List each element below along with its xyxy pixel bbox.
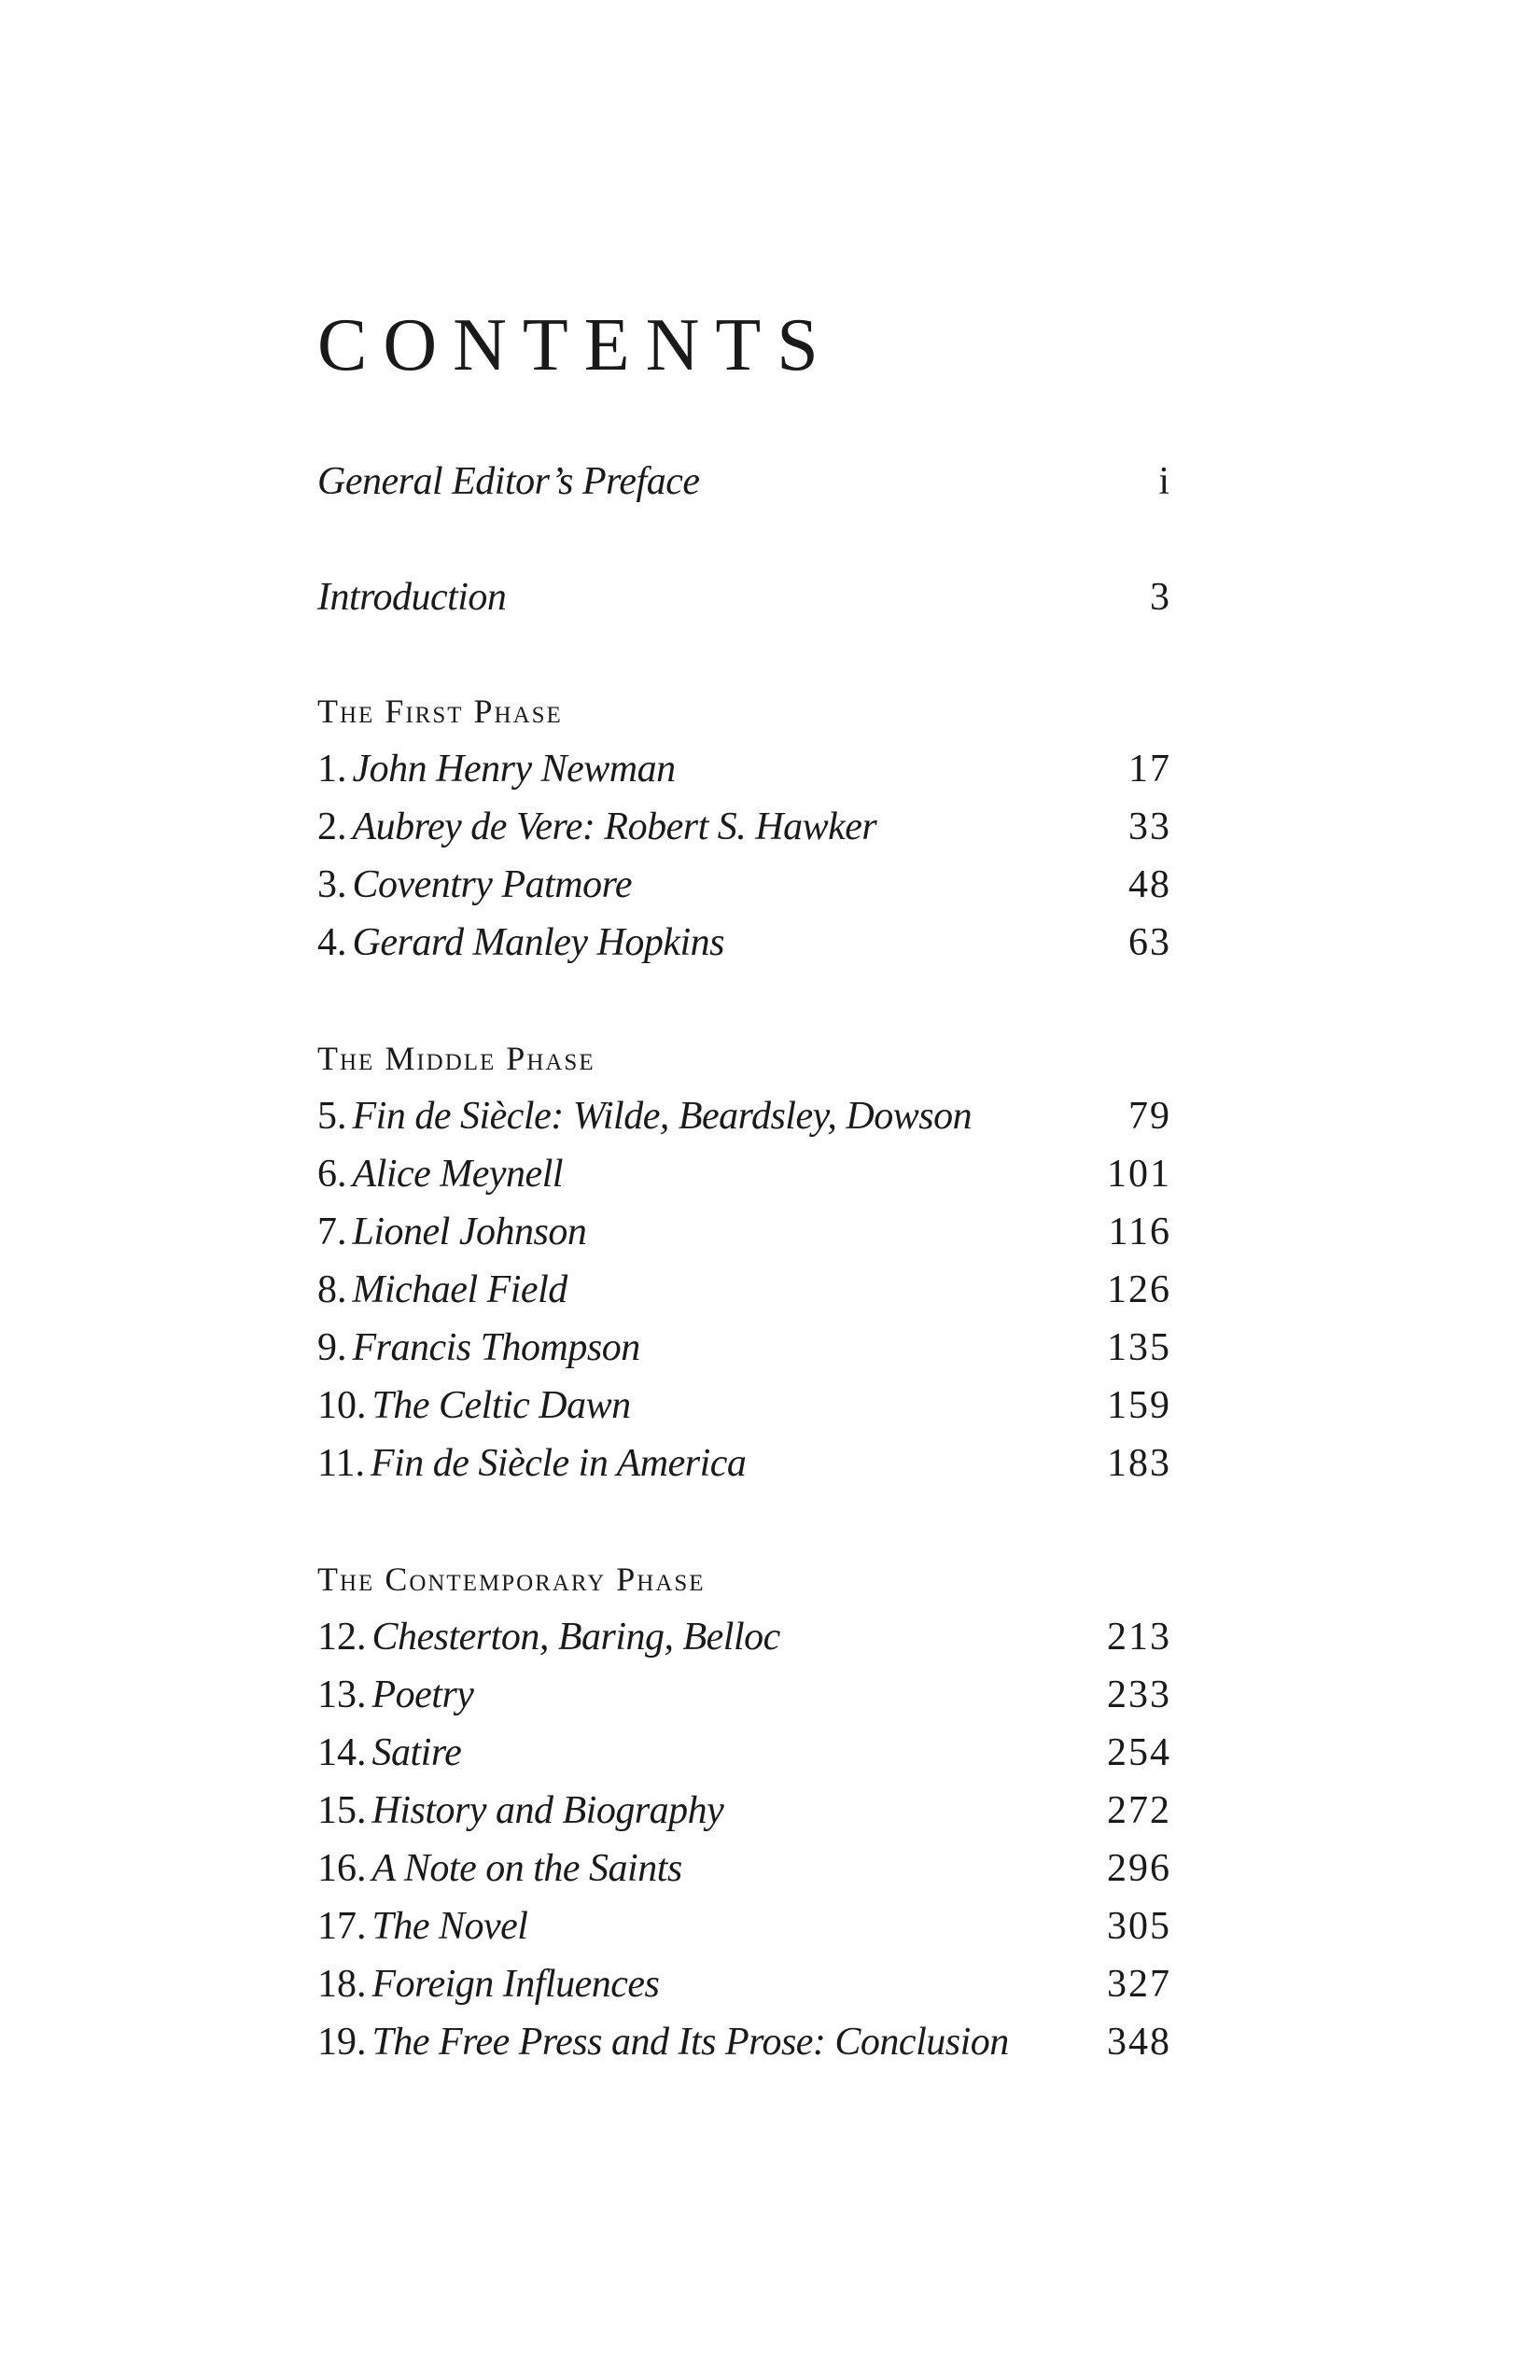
- section-heading-middle-phase: The Middle Phase: [317, 1040, 595, 1077]
- toc-entry-page: 296: [1107, 1847, 1171, 1890]
- toc-entry-number: 3.: [317, 863, 347, 906]
- toc-entry-number: 16.: [317, 1847, 367, 1890]
- toc-entry-page: 126: [1107, 1268, 1171, 1311]
- toc-entry[interactable]: [317, 1897, 1171, 1955]
- toc-entry-title: The Novel: [371, 1905, 528, 1948]
- contents-page: [317, 0, 1171, 2380]
- toc-entry-page: 101: [1107, 1153, 1171, 1196]
- toc-entry-number: 8.: [317, 1268, 347, 1311]
- toc-entry-page: 348: [1107, 2021, 1171, 2064]
- toc-entry-page: 17: [1128, 748, 1171, 791]
- toc-entry-number: 11.: [317, 1442, 365, 1485]
- toc-entry-number: 6.: [317, 1153, 347, 1196]
- toc-entry-page: 183: [1107, 1442, 1171, 1485]
- toc-entry-number: 18.: [317, 1963, 367, 2006]
- toc-entry-page: 213: [1107, 1616, 1171, 1659]
- toc-entry-title: Chesterton, Baring, Belloc: [371, 1616, 780, 1659]
- toc-entry[interactable]: [317, 2013, 1171, 2071]
- toc-entry-title: Introduction: [317, 576, 507, 619]
- toc-entry-title: General Editor’s Preface: [317, 460, 700, 503]
- page-title: CONTENTS: [317, 304, 834, 386]
- toc-entry-page: 305: [1107, 1905, 1171, 1948]
- toc-entry-page: i: [1158, 460, 1171, 503]
- toc-entry-title: Coventry Patmore: [352, 863, 633, 906]
- toc-entry[interactable]: [317, 740, 1171, 798]
- toc-entry-title: Fin de Siècle: Wilde, Beardsley, Dowson: [352, 1095, 973, 1138]
- toc-entry-number: 10.: [317, 1384, 367, 1427]
- section-heading-contemporary-phase: The Contemporary Phase: [317, 1561, 706, 1598]
- toc-entry-number: 19.: [317, 2021, 367, 2064]
- toc-entry-number: 1.: [317, 748, 347, 791]
- toc-entry-page: 254: [1107, 1731, 1171, 1774]
- toc-entry[interactable]: [317, 1666, 1171, 1724]
- toc-entry-title: Lionel Johnson: [352, 1211, 587, 1253]
- toc-entry-page: 63: [1128, 921, 1171, 964]
- toc-entry-page: 327: [1107, 1963, 1171, 2006]
- toc-entry-title: Francis Thompson: [352, 1326, 640, 1369]
- toc-entry-page: 159: [1107, 1384, 1171, 1427]
- toc-entry-title: Foreign Influences: [371, 1963, 660, 2006]
- toc-entry[interactable]: [317, 1145, 1171, 1203]
- toc-entry-title: Michael Field: [352, 1268, 567, 1311]
- toc-entry-number: 13.: [317, 1673, 367, 1716]
- toc-entry[interactable]: [317, 1203, 1171, 1261]
- toc-entry-title: Aubrey de Vere: Robert S. Hawker: [352, 805, 877, 848]
- toc-entry-page: 33: [1128, 805, 1171, 848]
- toc-entry-page: 3: [1150, 576, 1171, 619]
- toc-entry-title: The Free Press and Its Prose: Conclusion: [371, 2021, 1009, 2064]
- toc-entry-title: Alice Meynell: [352, 1153, 564, 1196]
- toc-entry[interactable]: [317, 1724, 1171, 1782]
- toc-entry-title: Gerard Manley Hopkins: [352, 921, 725, 964]
- toc-entry-title: The Celtic Dawn: [371, 1384, 631, 1427]
- toc-entry-page: 116: [1108, 1211, 1171, 1253]
- toc-entry-preface[interactable]: [317, 453, 1171, 511]
- toc-entry-title: John Henry Newman: [352, 748, 676, 791]
- toc-entry-number: 4.: [317, 921, 347, 964]
- toc-entry-number: 15.: [317, 1789, 367, 1832]
- toc-entry[interactable]: [317, 1087, 1171, 1145]
- toc-entry-number: 5.: [317, 1095, 347, 1138]
- toc-entry-page: 79: [1128, 1095, 1171, 1138]
- toc-entry-number: 7.: [317, 1211, 347, 1253]
- toc-entry[interactable]: [317, 1840, 1171, 1897]
- toc-entry[interactable]: [317, 798, 1171, 856]
- toc-entry[interactable]: [317, 1377, 1171, 1435]
- toc-entry[interactable]: [317, 1608, 1171, 1666]
- toc-entry[interactable]: [317, 1955, 1171, 2013]
- toc-entry-title: A Note on the Saints: [371, 1847, 682, 1890]
- toc-entry[interactable]: [317, 1435, 1171, 1492]
- toc-entry-page: 48: [1128, 863, 1171, 906]
- toc-entry-title: Satire: [371, 1731, 462, 1774]
- toc-entry-number: 9.: [317, 1326, 347, 1369]
- toc-entry-title: History and Biography: [371, 1789, 724, 1832]
- section-heading-first-phase: The First Phase: [317, 693, 563, 730]
- toc-entry[interactable]: [317, 914, 1171, 972]
- toc-entry-title: Fin de Siècle in America: [370, 1442, 747, 1485]
- toc-entry[interactable]: [317, 856, 1171, 914]
- toc-entry-title: Poetry: [371, 1673, 474, 1716]
- toc-entry-number: 2.: [317, 805, 347, 848]
- toc-entry-page: 272: [1107, 1789, 1171, 1832]
- toc-entry-page: 135: [1107, 1326, 1171, 1369]
- toc-entry[interactable]: [317, 1261, 1171, 1319]
- toc-entry[interactable]: [317, 1319, 1171, 1377]
- toc-entry-number: 17.: [317, 1905, 367, 1948]
- toc-entry-number: 14.: [317, 1731, 367, 1774]
- toc-entry-number: 12.: [317, 1616, 367, 1659]
- toc-entry[interactable]: [317, 1782, 1171, 1840]
- toc-entry-page: 233: [1107, 1673, 1171, 1716]
- toc-entry-introduction[interactable]: [317, 568, 1171, 626]
